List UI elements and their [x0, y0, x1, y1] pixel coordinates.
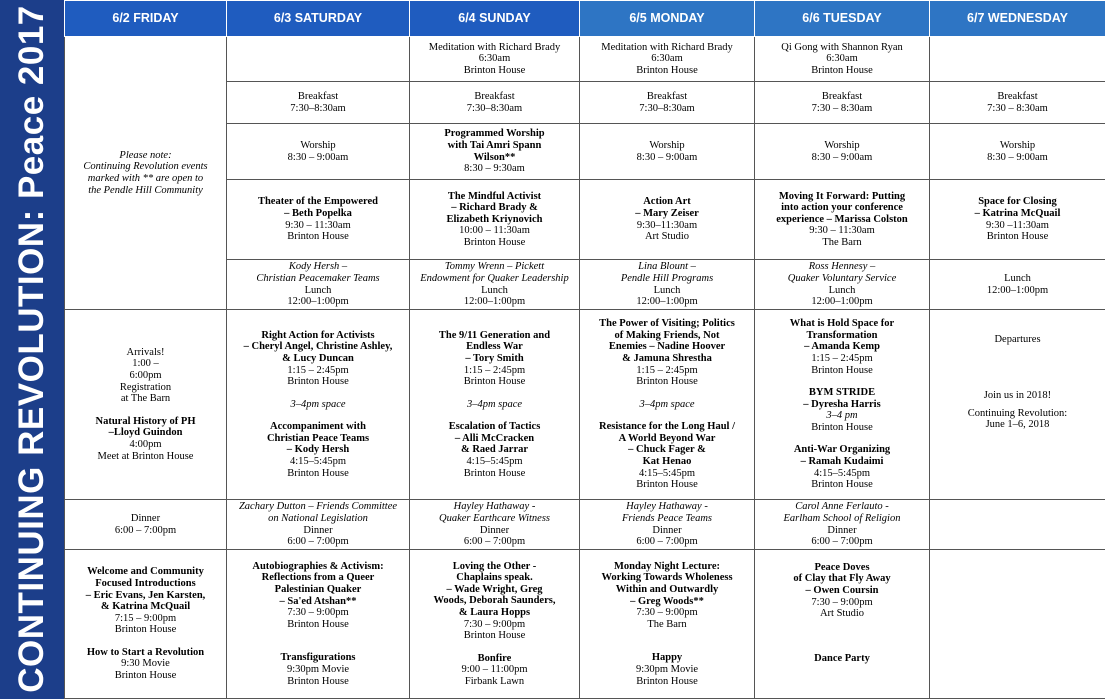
cell-line: – Wade Wright, Greg	[446, 583, 543, 595]
cell-line: & Lucy Duncan	[282, 352, 354, 364]
cell-line	[583, 388, 751, 399]
cell-line: Dinner	[479, 524, 510, 536]
cell-line: 7:15 – 9:00pm	[114, 612, 177, 624]
cell-line: 8:30 – 9:00am	[636, 151, 698, 163]
cell-line: 3–4pm space	[466, 398, 523, 410]
cell-line	[933, 431, 1102, 442]
cell-line: Brinton House	[986, 231, 1049, 243]
friday-arrivals-cell	[65, 310, 227, 500]
cell-line	[758, 642, 926, 653]
cell-line: Brinton House	[287, 376, 349, 388]
cell-line: Brinton House	[636, 675, 698, 687]
cell-line: the Pendle Hill Community	[88, 184, 203, 196]
cell-line: Brinton House	[463, 236, 526, 248]
cell-line: 8:30 – 9:00am	[287, 151, 349, 163]
friday-note-cell	[65, 37, 227, 310]
cell-line: 6:00 – 7:00pm	[636, 536, 698, 548]
cell-line: Brinton House	[811, 421, 873, 433]
cell-line: – Dyresha Harris	[803, 398, 881, 410]
cell-line: Kat Henao	[642, 456, 692, 468]
cell-line: 6:00 – 7:00pm	[287, 536, 349, 548]
cell-breakfast-tuesday	[755, 82, 930, 124]
cell-line: Worship	[649, 139, 685, 151]
cell-line	[933, 368, 1102, 379]
cell-line: 1:00 –	[132, 358, 159, 370]
cell-line: 6:00pm	[129, 370, 162, 382]
cell-line: 6:30am	[826, 53, 858, 65]
cell-afternoon-tuesday	[755, 310, 930, 500]
cell-line: Quaker Earthcare Witness	[438, 512, 550, 524]
cell-line: Autobiographies & Activism:	[252, 560, 384, 572]
cell-line: Christian Peacemaker Teams	[256, 272, 380, 284]
cell-line: into action your conference	[781, 202, 903, 214]
cell-line: – Beth Popelka	[284, 207, 352, 219]
cell-line: 4:15–5:45pm	[813, 467, 870, 479]
cell-line: 12:00–1:00pm	[463, 296, 526, 308]
cell-line: Breakfast	[474, 90, 515, 102]
cell-line: Brinton House	[114, 670, 177, 682]
cell-line	[413, 388, 576, 399]
cell-line: Zachary Dutton – Friends Committee	[238, 501, 398, 513]
cell-dinner-saturday	[227, 500, 410, 550]
cell-line: Working Towards Wholeness	[601, 572, 733, 584]
cell-line: 9:30 Movie	[121, 658, 170, 670]
cell-line: Art Studio	[644, 231, 690, 243]
cell-line: 8:30 – 9:30am	[464, 163, 525, 175]
cell-line: Brinton House	[463, 467, 526, 479]
cell-line: Lunch	[653, 284, 681, 296]
cell-early-tuesday	[755, 37, 930, 82]
cell-line: 6:00 – 7:00pm	[811, 536, 873, 548]
cell-line: Worship	[824, 139, 860, 151]
day-header-tuesday: 6/6 TUESDAY	[755, 1, 930, 37]
cell-breakfast-wednesday	[930, 82, 1105, 124]
cell-line	[230, 641, 406, 652]
cell-line	[413, 410, 576, 421]
cell-line: 4:15–5:45pm	[638, 467, 695, 479]
cell-lunch-wednesday	[930, 260, 1105, 310]
cell-line: Meditation with Richard Brady	[601, 41, 733, 53]
cell-line: Brinton House	[636, 376, 698, 388]
cell-line: – Kody Hersh	[286, 444, 350, 456]
friday-evening-cell	[65, 550, 227, 699]
cell-early-saturday	[227, 37, 410, 82]
cell-line: Continuing Revolution:	[967, 407, 1068, 419]
cell-line: Meet at Brinton House	[97, 450, 194, 462]
cell-line: 1:15 – 2:45pm	[811, 352, 873, 364]
cell-line: Brinton House	[463, 64, 526, 76]
cell-line: Action Art	[643, 196, 691, 208]
cell-line: Dinner	[130, 512, 161, 524]
cell-line: Brinton House	[811, 364, 873, 376]
cell-line: Meditation with Richard Brady	[428, 41, 561, 53]
row-early	[65, 37, 1105, 82]
cell-line: Brinton House	[114, 624, 177, 636]
cell-line: – Cheryl Angel, Christine Ashley,	[243, 341, 393, 353]
cell-line	[413, 642, 576, 653]
cell-line: 7:30 – 9:00pm	[287, 607, 349, 619]
cell-line: – Richard Brady &	[451, 202, 538, 214]
cell-line: Theater of the Empowered	[257, 196, 379, 208]
cell-breakfast-monday	[580, 82, 755, 124]
cell-line: 6:30am	[651, 53, 683, 65]
cell-line: 7:30 – 9:00pm	[463, 618, 526, 630]
cell-line: Worship	[999, 139, 1036, 151]
cell-line: Join us in 2018!	[983, 389, 1052, 401]
cell-line: Bonfire	[477, 652, 512, 664]
cell-line: Anti-War Organizing	[793, 444, 891, 456]
cell-line: Quaker Voluntary Service	[787, 272, 897, 284]
cell-line: Lunch	[304, 284, 332, 296]
cell-line: Please note:	[119, 149, 172, 161]
cell-line	[933, 379, 1102, 390]
cell-line: 9:30 – 11:30am	[809, 225, 875, 237]
cell-line: on National Legislation	[268, 512, 368, 524]
cell-line	[933, 464, 1102, 475]
cell-line: Brinton House	[811, 479, 873, 491]
cell-line: 7:30–8:30am	[290, 102, 346, 114]
cell-line: Woods, Deborah Saunders,	[433, 595, 556, 607]
cell-line: The Mindful Activist	[447, 190, 542, 202]
cell-line: at The Barn	[120, 393, 171, 405]
cell-line: Dance Party	[814, 652, 870, 664]
cell-line: Brinton House	[636, 479, 698, 491]
cell-line: 9:30pm Movie	[635, 663, 699, 675]
cell-morning-saturday	[227, 180, 410, 260]
cell-line: Moving It Forward: Putting	[778, 190, 906, 202]
cell-line	[758, 664, 926, 675]
cell-line: of Clay that Fly Away	[793, 573, 891, 585]
cell-line	[758, 675, 926, 686]
cell-worship-sunday	[410, 124, 580, 180]
cell-line: 7:30 – 9:00pm	[636, 607, 698, 619]
cell-line: 12:00–1:00pm	[811, 296, 873, 308]
cell-line: BYM STRIDE	[808, 387, 876, 399]
cell-line: Carol Anne Ferlauto -	[795, 501, 889, 513]
cell-line: Firbank Lawn	[464, 675, 525, 687]
cell-line	[583, 641, 751, 652]
cell-line: Lunch	[481, 284, 508, 296]
cell-line	[68, 636, 223, 647]
cell-line: Brinton House	[811, 64, 873, 76]
cell-line: Welcome and Community	[87, 566, 204, 578]
cell-line: The Power of Visiting; Politics	[599, 318, 735, 330]
cell-worship-saturday	[227, 124, 410, 180]
cell-breakfast-sunday	[410, 82, 580, 124]
cell-line: Reflections from a Queer	[261, 572, 375, 584]
cell-line: Pendle Hill Programs	[620, 272, 714, 284]
cell-line: – Greg Woods**	[630, 595, 704, 607]
cell-line: Departures	[994, 334, 1041, 346]
cell-line	[230, 388, 406, 399]
cell-line: & Laura Hopps	[458, 606, 531, 618]
header-row	[65, 1, 1105, 37]
cell-dinner-monday	[580, 500, 755, 550]
cell-line: 3–4pm space	[639, 398, 695, 410]
cell-morning-monday	[580, 180, 755, 260]
cell-line: 1:15 – 2:45pm	[636, 364, 698, 376]
cell-line: Space for Closing	[978, 196, 1057, 208]
cell-line	[933, 453, 1102, 464]
cell-line: 7:30–8:30am	[639, 102, 695, 114]
row-evening	[65, 550, 1105, 699]
cell-lunch-tuesday	[755, 260, 930, 310]
cell-line: – Tory Smith	[465, 352, 524, 364]
cell-line: of Making Friends, Not	[614, 329, 720, 341]
cell-line: marked with ** are open to	[87, 173, 204, 184]
cell-line: Brinton House	[287, 231, 349, 243]
cell-line: & Raed Jarrar	[460, 444, 529, 456]
cell-line: 7:30 – 8:30am	[987, 102, 1048, 114]
day-header-friday: 6/2 FRIDAY	[65, 1, 227, 37]
cell-line: Breakfast	[297, 90, 339, 102]
cell-line: – Owen Coursin	[805, 584, 879, 596]
cell-line: Right Action for Activists	[261, 329, 375, 341]
cell-line: 6:00 – 7:00pm	[114, 524, 177, 536]
cell-line: Ross Hennesy –	[808, 261, 876, 273]
cell-line: 7:30 – 9:00pm	[811, 596, 873, 608]
sidebar	[0, 0, 64, 699]
schedule-table	[64, 0, 1105, 699]
cell-line: June 1–6, 2018	[985, 419, 1050, 431]
cell-line: Breakfast	[997, 90, 1038, 102]
cell-line: 10:00 – 11:30am	[459, 225, 530, 237]
cell-line: 9:30pm Movie	[286, 663, 350, 675]
cell-early-wednesday	[930, 37, 1105, 82]
cell-line: & Jamuna Shrestha	[622, 352, 712, 364]
cell-line: Peace Doves	[814, 561, 870, 573]
cell-line: Hayley Hathaway -	[626, 501, 708, 513]
cell-line	[933, 346, 1102, 357]
cell-line: Transfigurations	[280, 652, 356, 664]
cell-line: 12:00–1:00pm	[986, 284, 1049, 296]
cell-line	[68, 405, 223, 416]
cell-line: Brinton House	[287, 675, 349, 687]
cell-line: Transformation	[806, 329, 878, 341]
cell-afternoon-saturday	[227, 310, 410, 500]
cell-dinner-sunday	[410, 500, 580, 550]
cell-line: – Chuck Fager &	[628, 444, 706, 456]
cell-line: Chaplains speak.	[456, 572, 533, 584]
cell-line: with Tai Amri Spann	[447, 139, 542, 151]
cell-line	[583, 630, 751, 641]
cell-line: A World Beyond War	[618, 432, 716, 444]
cell-line: Friends Peace Teams	[621, 512, 712, 524]
cell-line: 1:15 – 2:45pm	[463, 364, 526, 376]
cell-line: – Eric Evans, Jen Karsten,	[85, 589, 206, 601]
cell-line: Within and Outwardly	[615, 584, 719, 596]
cell-line: – Katrina McQuail	[974, 207, 1061, 219]
cell-line: Worship	[300, 139, 336, 151]
cell-line: Lunch	[828, 284, 856, 296]
cell-line: – Ramah Kudaimi	[800, 456, 884, 468]
cell-line: 12:00–1:00pm	[636, 296, 698, 308]
cell-line: Arrivals!	[126, 346, 165, 358]
cell-evening-monday	[580, 550, 755, 699]
cell-line: 4:15–5:45pm	[289, 456, 346, 468]
cell-line: Brinton House	[636, 64, 698, 76]
cell-afternoon-sunday	[410, 310, 580, 500]
cell-line: Christian Peace Teams	[266, 432, 370, 444]
cell-line	[758, 433, 926, 444]
cell-line: Accompaniment with	[270, 421, 366, 433]
cell-line: Wilson**	[473, 151, 516, 163]
cell-line: Hayley Hathaway -	[453, 501, 536, 513]
cell-afternoon-wednesday	[930, 310, 1105, 500]
cell-line: Enemies – Nadine Hoover	[608, 341, 726, 353]
cell-line: Dinner	[652, 524, 682, 536]
cell-breakfast-saturday	[227, 82, 410, 124]
cell-line: 7:30 – 8:30am	[811, 102, 873, 114]
cell-line: Registration	[119, 381, 172, 393]
cell-line	[933, 442, 1102, 453]
cell-line: 4:15–5:45pm	[466, 456, 523, 468]
cell-line: What is Hold Space for	[789, 318, 895, 330]
cell-line: Happy	[651, 652, 683, 664]
cell-line: Palestinian Quaker	[274, 584, 362, 596]
cell-worship-wednesday	[930, 124, 1105, 180]
cell-line	[758, 376, 926, 387]
cell-afternoon-monday	[580, 310, 755, 500]
cell-line: Focused Introductions	[95, 577, 196, 589]
cell-line: Art Studio	[819, 608, 865, 620]
cell-line: Breakfast	[821, 90, 863, 102]
cell-line: – Mary Zeiser	[635, 207, 699, 219]
cell-line: Breakfast	[646, 90, 688, 102]
cell-line	[758, 620, 926, 631]
cell-line: 9:00 – 11:00pm	[461, 664, 528, 676]
cell-line: 12:00–1:00pm	[287, 296, 349, 308]
cell-line: – Sa'ed Atshan**	[279, 595, 357, 607]
cell-morning-sunday	[410, 180, 580, 260]
cell-line: experience – Marissa Colston	[776, 213, 908, 225]
cell-line: Endowment for Quaker Leadership	[420, 272, 569, 284]
cell-line: Brinton House	[463, 630, 526, 642]
cell-evening-saturday	[227, 550, 410, 699]
cell-line: Dinner	[303, 524, 333, 536]
day-header-sunday: 6/4 SUNDAY	[410, 1, 580, 37]
cell-dinner-tuesday	[755, 500, 930, 550]
cell-line	[933, 357, 1102, 368]
cell-line: 6:00 – 7:00pm	[463, 536, 526, 548]
cell-worship-monday	[580, 124, 755, 180]
cell-line: 3–4pm space	[290, 398, 346, 410]
cell-line	[583, 410, 751, 421]
cell-line: Lina Blount –	[638, 261, 696, 273]
cell-line: The 9/11 Generation and	[438, 329, 551, 341]
cell-lunch-saturday	[227, 260, 410, 310]
cell-lunch-monday	[580, 260, 755, 310]
row-afternoon	[65, 310, 1105, 500]
cell-line: 9:30 – 11:30am	[285, 219, 351, 231]
cell-line: – Alli McCracken	[454, 432, 535, 444]
cell-line: Brinton House	[463, 376, 526, 388]
cell-line: 3–4 pm	[826, 410, 858, 422]
day-header-wednesday: 6/7 WEDNESDAY	[930, 1, 1105, 37]
cell-line: The Barn	[647, 618, 687, 630]
cell-line: Natural History of PH	[95, 415, 196, 427]
row-dinner	[65, 500, 1105, 550]
cell-line: Endless War	[466, 341, 523, 353]
cell-line: Continuing Revolution events	[83, 161, 208, 173]
cell-line: 9:30 –11:30am	[986, 219, 1049, 231]
cell-line: 1:15 – 2:45pm	[287, 364, 349, 376]
cell-worship-tuesday	[755, 124, 930, 180]
cell-line	[230, 630, 406, 641]
cell-line: Brinton House	[287, 467, 349, 479]
cell-line: Programmed Worship	[444, 128, 545, 140]
cell-evening-tuesday	[755, 550, 930, 699]
cell-line: 8:30 – 9:00am	[987, 151, 1048, 163]
cell-morning-wednesday	[930, 180, 1105, 260]
cell-early-monday	[580, 37, 755, 82]
cell-evening-wednesday	[930, 550, 1105, 699]
cell-line: Resistance for the Long Haul /	[598, 421, 735, 433]
cell-lunch-sunday	[410, 260, 580, 310]
cell-line: 4:00pm	[129, 438, 162, 450]
cell-line: Kody Hersh –	[288, 261, 348, 273]
cell-line: & Katrina McQuail	[100, 601, 191, 613]
cell-line: 7:30–8:30am	[466, 102, 523, 114]
sidebar-title: CONTINUING REVOLUTION: Peace 2017	[12, 5, 51, 693]
cell-morning-tuesday	[755, 180, 930, 260]
cell-dinner-wednesday	[930, 500, 1105, 550]
cell-line: The Barn	[822, 236, 862, 248]
cell-line: Lunch	[1004, 272, 1031, 284]
cell-early-sunday	[410, 37, 580, 82]
cell-line: 8:30 – 9:00am	[811, 151, 873, 163]
cell-line	[758, 631, 926, 642]
cell-line: Escalation of Tactics	[448, 421, 541, 433]
cell-line: Monday Night Lecture:	[614, 560, 720, 572]
cell-line: Loving the Other -	[452, 560, 537, 572]
day-header-saturday: 6/3 SATURDAY	[227, 1, 410, 37]
cell-line: Qi Gong with Shannon Ryan	[781, 41, 903, 53]
cell-line: Dinner	[827, 524, 857, 536]
cell-line: How to Start a Revolution	[86, 646, 205, 658]
cell-line: –Lloyd Guindon	[108, 427, 183, 439]
cell-line	[230, 410, 406, 421]
friday-dinner-cell	[65, 500, 227, 550]
day-header-monday: 6/5 MONDAY	[580, 1, 755, 37]
cell-line: Tommy Wrenn – Pickett	[444, 261, 545, 273]
cell-line: Elizabeth Kriynovich	[446, 213, 543, 225]
cell-line: – Amanda Kemp	[804, 341, 880, 353]
cell-line: Brinton House	[287, 618, 349, 630]
cell-line: Earlham School of Religion	[783, 512, 901, 524]
cell-line: 9:30–11:30am	[636, 219, 698, 231]
cell-evening-sunday	[410, 550, 580, 699]
cell-line: 6:30am	[478, 53, 511, 65]
